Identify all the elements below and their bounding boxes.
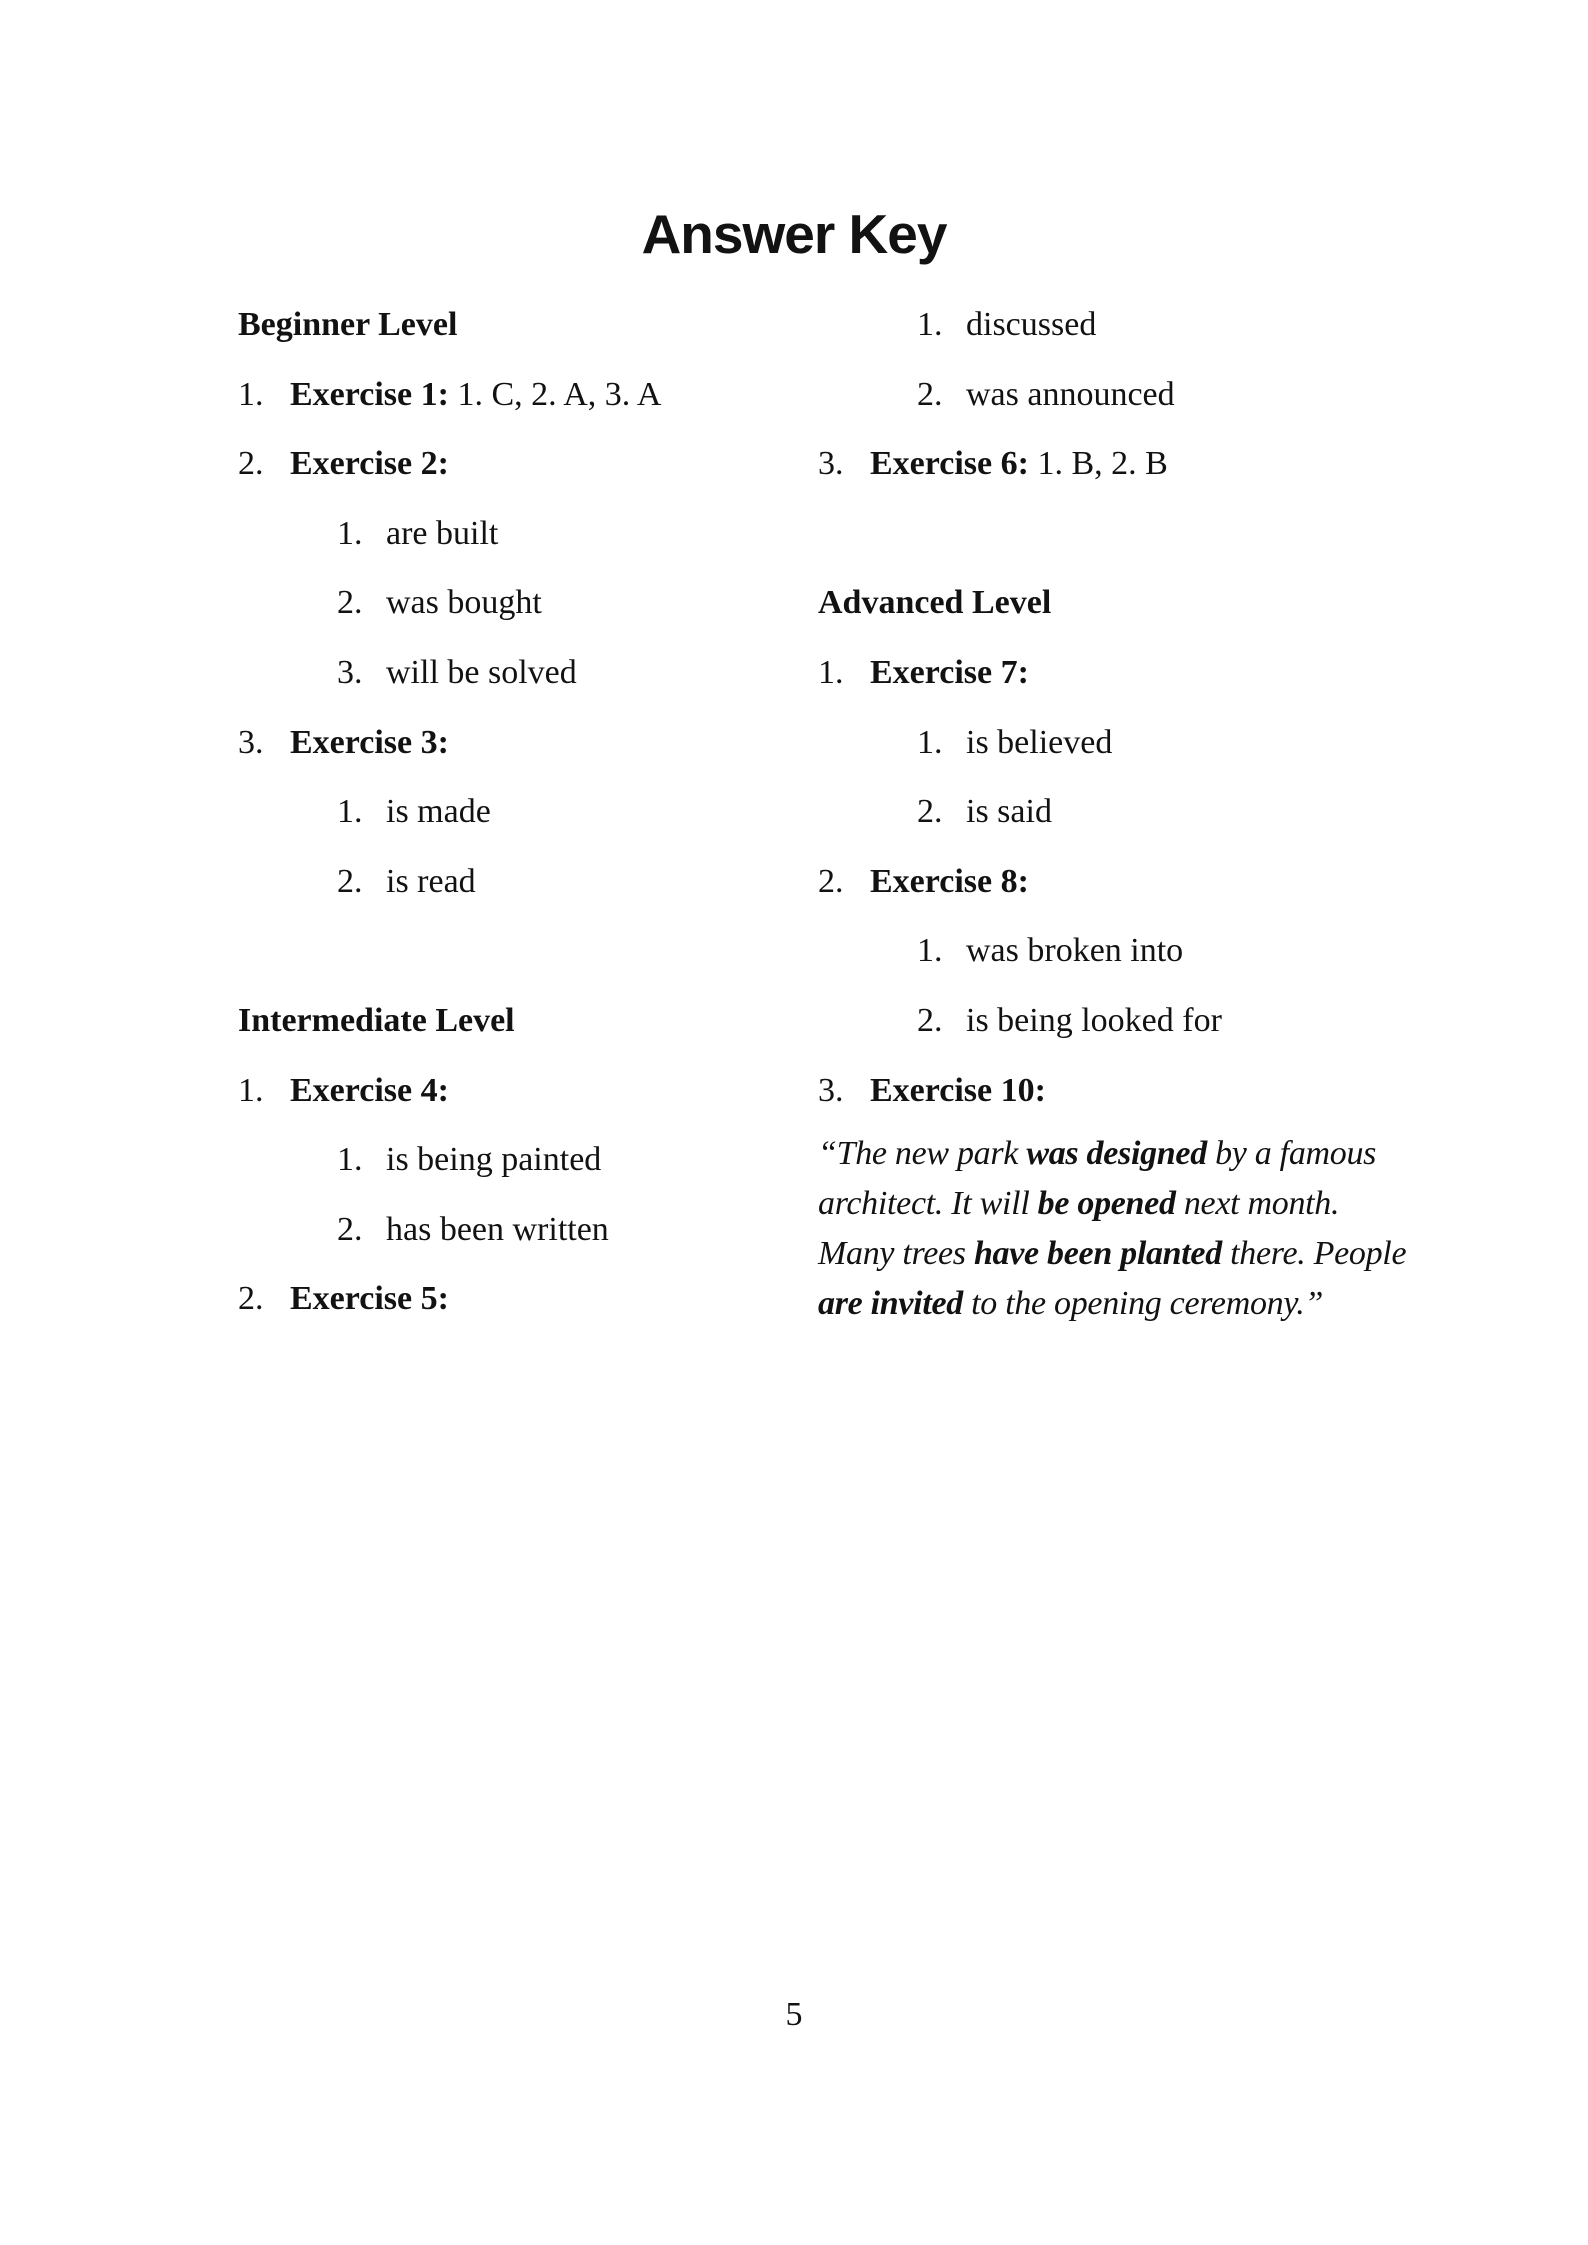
answer-subitem [818, 930, 1378, 1000]
quote-line [818, 1229, 1407, 1279]
answer-subitem [818, 1000, 1378, 1070]
quote-paragraph [818, 1129, 1407, 1329]
quote-segment: to the opening ceremony.” [962, 1285, 1324, 1323]
answer-item [818, 652, 1378, 722]
subitem-number: 2. [917, 1001, 943, 1039]
item-number: 1. [238, 375, 264, 413]
item-content [386, 513, 783, 554]
quote-line [818, 1179, 1378, 1229]
exercise-label: Exercise 7: [870, 653, 1029, 691]
item-content [966, 722, 1378, 763]
answer-item [238, 374, 783, 444]
item-content [966, 791, 1378, 832]
subitem-number: 1. [917, 723, 943, 761]
item-content [386, 861, 783, 902]
answer-text: was broken into [966, 932, 1184, 970]
left-column [238, 304, 783, 1348]
answer-item [238, 722, 783, 792]
answer-subitem [238, 582, 783, 652]
quote-line [818, 1279, 1378, 1329]
subitem-number: 1. [917, 306, 943, 343]
answer-text: will be solved [386, 653, 577, 691]
answer-subitem [818, 791, 1378, 861]
exercise-label: Exercise 5: [290, 1280, 449, 1318]
answer-subitem [818, 304, 1378, 374]
item-number: 1. [238, 1071, 264, 1109]
answer-text: is being painted [386, 1141, 602, 1179]
quote-segment: architect. It will [818, 1185, 1038, 1223]
item-content [386, 1209, 783, 1250]
answer-item [818, 861, 1378, 931]
item-number: 2. [238, 445, 264, 483]
item-number: 3. [238, 723, 264, 761]
item-content [290, 443, 783, 484]
answer-text: was announced [966, 375, 1175, 413]
quote-segment: by a famous [1206, 1135, 1377, 1173]
page-title: Answer Key [641, 203, 947, 265]
section-heading: Intermediate Level [238, 1001, 515, 1039]
answer-subitem [238, 513, 783, 583]
answer-item [238, 1278, 783, 1348]
item-content [290, 722, 783, 763]
item-content [386, 582, 783, 623]
item-number: 3. [818, 445, 844, 483]
item-content [966, 1000, 1378, 1041]
item-content [870, 861, 1378, 902]
quote-bold-segment: be opened [1037, 1185, 1176, 1223]
exercise-label: Exercise 3: [290, 723, 449, 761]
item-content [386, 1139, 783, 1180]
answer-text: discussed [966, 306, 1097, 343]
answer-text: has been written [386, 1210, 609, 1248]
exercise-label: Exercise 2: [290, 445, 449, 483]
item-content [386, 791, 783, 832]
item-content [290, 1278, 783, 1319]
answer-subitem [238, 652, 783, 722]
answer-text: is read [386, 862, 476, 900]
exercise-label: Exercise 6: [870, 445, 1029, 483]
answer-text: is made [386, 793, 491, 831]
subitem-number: 2. [337, 1210, 363, 1248]
answer-subitem [238, 1139, 783, 1209]
item-content [966, 304, 1378, 345]
subitem-number: 2. [337, 584, 363, 622]
subitem-number: 1. [337, 1141, 363, 1179]
answer-item [818, 443, 1378, 513]
subitem-number: 3. [337, 653, 363, 691]
item-content [870, 1070, 1378, 1111]
blank-line-spacer [238, 930, 783, 1000]
subitem-number: 1. [337, 793, 363, 831]
subitem-number: 2. [337, 862, 363, 900]
answer-item [238, 443, 783, 513]
answer-text: 1. B, 2. B [1028, 445, 1168, 483]
answer-text: was bought [386, 584, 542, 622]
answer-subitem [818, 374, 1378, 444]
item-content [966, 374, 1378, 415]
subitem-number: 1. [337, 514, 363, 552]
quote-bold-segment: have been planted [973, 1235, 1222, 1273]
item-number: 1. [818, 653, 844, 691]
answer-item [818, 1070, 1378, 1140]
quote-segment: Many trees [818, 1235, 974, 1273]
item-content [290, 1070, 783, 1111]
page-number: 5 [785, 1996, 803, 2033]
answer-text: is being looked for [966, 1001, 1222, 1039]
answer-text: is believed [966, 723, 1113, 761]
section-heading: Advanced Level [818, 584, 1052, 622]
right-column [818, 304, 1407, 1329]
subitem-number: 2. [917, 375, 943, 413]
blank-line-spacer [818, 513, 1378, 583]
item-content [870, 443, 1378, 484]
subitem-number: 1. [917, 932, 943, 970]
item-number: 2. [238, 1280, 264, 1318]
answer-text: is said [966, 793, 1052, 831]
quote-segment: “The new park [818, 1135, 1027, 1173]
section-heading: Beginner Level [238, 306, 458, 343]
exercise-label: Exercise 4: [290, 1071, 449, 1109]
answer-subitem [818, 722, 1378, 792]
item-content [290, 374, 783, 415]
quote-bold-segment: are invited [818, 1285, 963, 1323]
item-content [966, 930, 1378, 971]
quote-bold-segment: was designed [1026, 1135, 1207, 1173]
exercise-label: Exercise 10: [870, 1071, 1046, 1109]
answer-subitem [238, 1209, 783, 1279]
answer-subitem [238, 861, 783, 931]
quote-segment: there. People [1221, 1235, 1407, 1273]
answer-item [238, 1070, 783, 1140]
subitem-number: 2. [917, 793, 943, 831]
answer-text: 1. C, 2. A, 3. A [448, 375, 662, 413]
exercise-label: Exercise 8: [870, 862, 1029, 900]
item-content [870, 652, 1378, 693]
exercise-label: Exercise 1: [290, 375, 449, 413]
item-content [386, 652, 783, 693]
quote-segment: next month. [1175, 1185, 1340, 1223]
item-number: 3. [818, 1071, 844, 1109]
item-number: 2. [818, 862, 844, 900]
answer-text: are built [386, 514, 499, 552]
answer-subitem [238, 791, 783, 861]
